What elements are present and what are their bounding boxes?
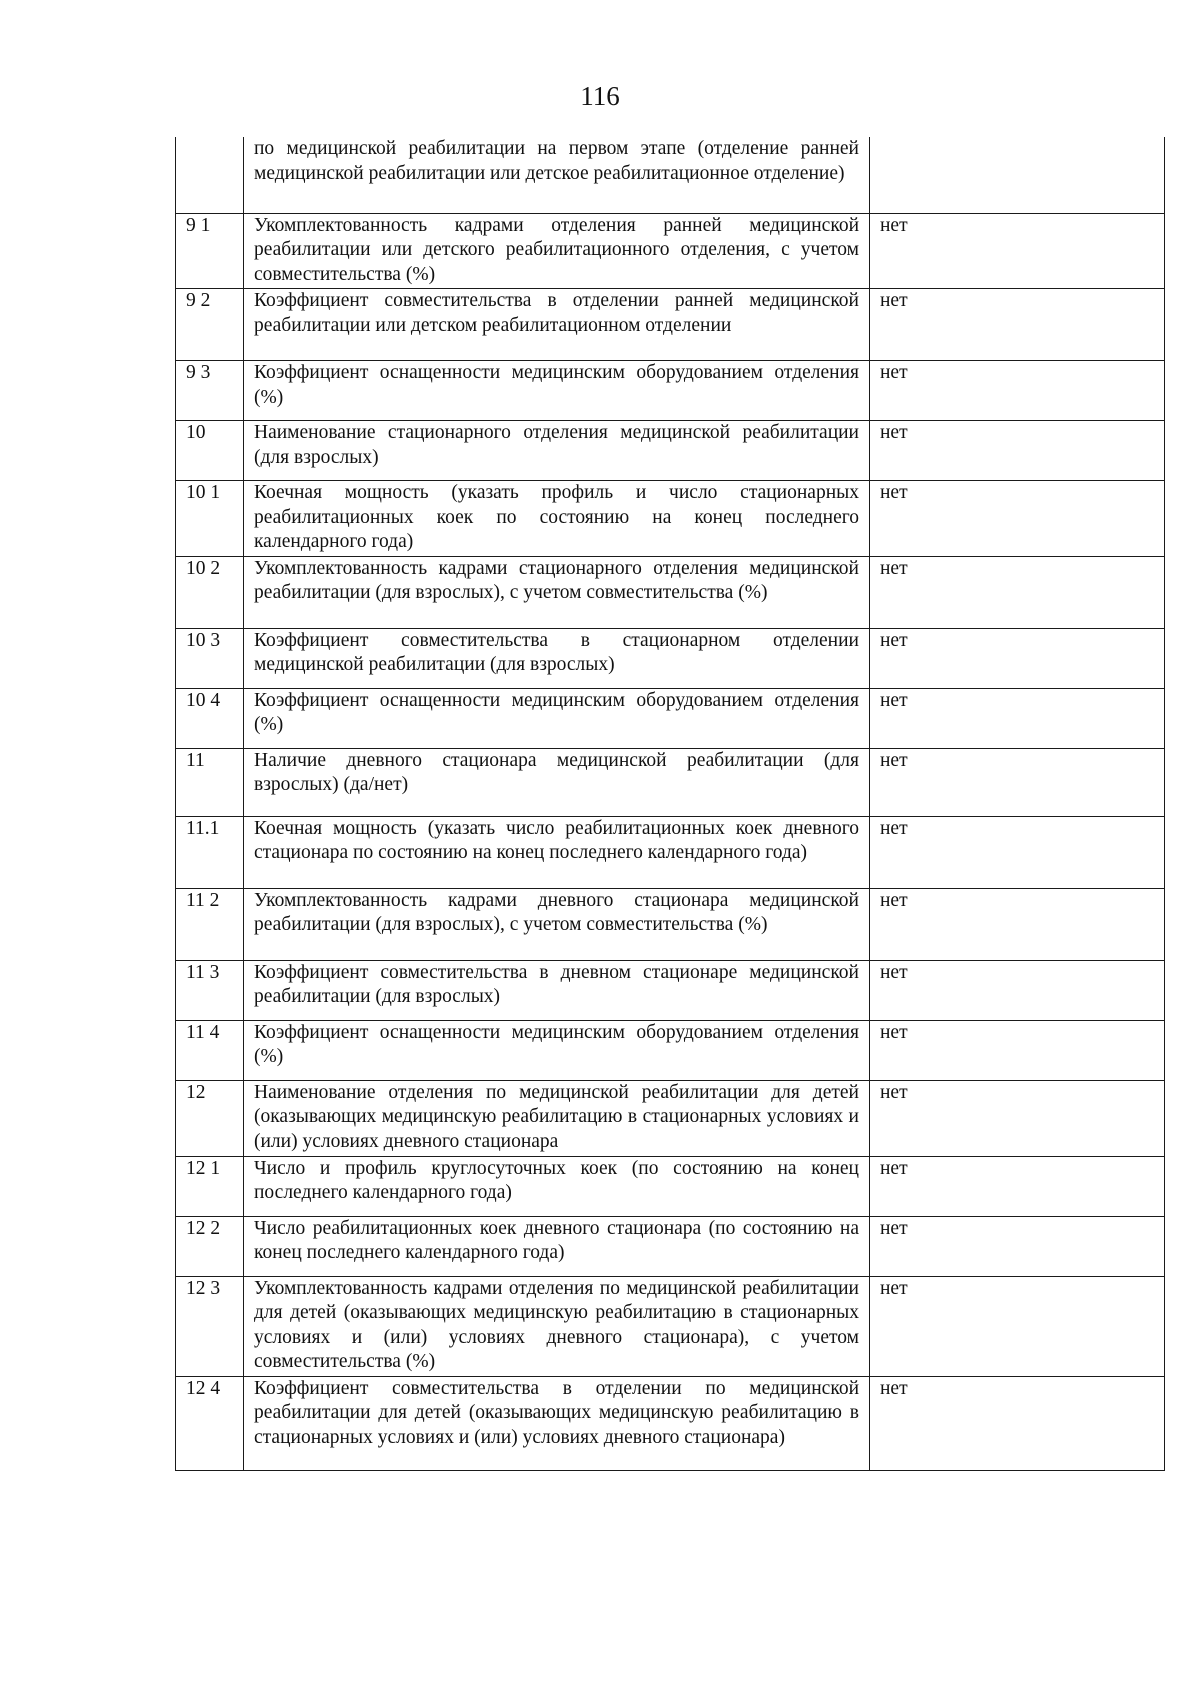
indicator-value: нет (870, 289, 1165, 361)
indicator-description: Коечная мощность (указать профиль и число стационарных реабилитационных коек по состоянию на конец последнего календарного года) (244, 481, 870, 557)
row-number: 12 2 (176, 1216, 244, 1276)
row-number: 12 3 (176, 1276, 244, 1376)
indicator-description: Число и профиль круглосуточных коек (по состоянию на конец последнего календарного года) (244, 1156, 870, 1216)
indicator-table-body (176, 137, 1165, 1470)
table-row (176, 748, 1165, 816)
indicator-value: нет (870, 1020, 1165, 1080)
table-row (176, 556, 1165, 628)
row-number: 10 4 (176, 688, 244, 748)
table-row (176, 816, 1165, 888)
indicator-description: по медицинской реабилитации на первом этапе (отделение ранней медицинской реабилитации или детское реабилитационное отделение) (244, 137, 870, 213)
row-number: 11.1 (176, 816, 244, 888)
indicator-description: Укомплектованность кадрами стационарного отделения медицинской реабилитации (для взрослых), с учетом совместительства (%) (244, 556, 870, 628)
table-row (176, 628, 1165, 688)
table-row (176, 1376, 1165, 1470)
table-row (176, 137, 1165, 213)
row-number: 11 3 (176, 960, 244, 1020)
indicator-value: нет (870, 628, 1165, 688)
indicator-value (870, 137, 1165, 213)
table-row (176, 1156, 1165, 1216)
indicator-value: нет (870, 481, 1165, 557)
table-row (176, 1020, 1165, 1080)
indicator-description: Коэффициент совместительства в стационарном отделении медицинской реабилитации (для взрослых) (244, 628, 870, 688)
indicator-description: Наименование стационарного отделения медицинской реабилитации (для взрослых) (244, 421, 870, 481)
indicator-description: Коэффициент оснащенности медицинским оборудованием отделения (%) (244, 688, 870, 748)
indicator-value: нет (870, 1156, 1165, 1216)
row-number: 11 (176, 748, 244, 816)
table-row (176, 960, 1165, 1020)
table-row (176, 421, 1165, 481)
indicator-description: Коэффициент совместительства в отделении ранней медицинской реабилитации или детском реабилитационном отделении (244, 289, 870, 361)
row-number: 11 4 (176, 1020, 244, 1080)
row-number: 9 2 (176, 289, 244, 361)
table-row (176, 1276, 1165, 1376)
indicator-description: Коэффициент совместительства в отделении по медицинской реабилитации для детей (оказывающих медицинскую реабилитацию в стационарных условиях и (или) условиях дневного стационара) (244, 1376, 870, 1470)
row-number: 10 1 (176, 481, 244, 557)
row-number: 9 1 (176, 213, 244, 289)
indicator-description: Наличие дневного стационара медицинской реабилитации (для взрослых) (да/нет) (244, 748, 870, 816)
indicator-description: Укомплектованность кадрами дневного стационара медицинской реабилитации (для взрослых), с учетом совместительства (%) (244, 888, 870, 960)
table-row (176, 1216, 1165, 1276)
indicator-value: нет (870, 888, 1165, 960)
row-number: 12 1 (176, 1156, 244, 1216)
indicator-table (175, 137, 1165, 1471)
indicator-value: нет (870, 1276, 1165, 1376)
indicator-value: нет (870, 361, 1165, 421)
row-number: 10 3 (176, 628, 244, 688)
indicator-value: нет (870, 960, 1165, 1020)
indicator-value: нет (870, 421, 1165, 481)
indicator-description: Коечная мощность (указать число реабилитационных коек дневного стационара по состоянию на конец последнего календарного года) (244, 816, 870, 888)
indicator-value: нет (870, 1376, 1165, 1470)
table-row (176, 481, 1165, 557)
indicator-description: Коэффициент совместительства в дневном стационаре медицинской реабилитации (для взрослых) (244, 960, 870, 1020)
indicator-value: нет (870, 748, 1165, 816)
indicator-value: нет (870, 1080, 1165, 1156)
indicator-value: нет (870, 816, 1165, 888)
table-row (176, 688, 1165, 748)
indicator-description: Укомплектованность кадрами отделения по медицинской реабилитации для детей (оказывающих медицинскую реабилитацию в стационарных условиях и (или) условиях дневного стационара), с учетом совместительства (%) (244, 1276, 870, 1376)
table-row (176, 361, 1165, 421)
indicator-description: Коэффициент оснащенности медицинским оборудованием отделения (%) (244, 1020, 870, 1080)
indicator-value: нет (870, 1216, 1165, 1276)
row-number: 12 (176, 1080, 244, 1156)
indicator-description: Коэффициент оснащенности медицинским оборудованием отделения (%) (244, 361, 870, 421)
row-number: 10 (176, 421, 244, 481)
row-number (176, 137, 244, 213)
table-row (176, 1080, 1165, 1156)
indicator-value: нет (870, 213, 1165, 289)
indicator-value: нет (870, 688, 1165, 748)
table-row (176, 213, 1165, 289)
row-number: 9 3 (176, 361, 244, 421)
indicator-description: Укомплектованность кадрами отделения ранней медицинской реабилитации или детского реабилитационного отделения, с учетом совместительства (%) (244, 213, 870, 289)
row-number: 10 2 (176, 556, 244, 628)
indicator-value: нет (870, 556, 1165, 628)
table-row (176, 289, 1165, 361)
row-number: 12 4 (176, 1376, 244, 1470)
row-number: 11 2 (176, 888, 244, 960)
table-row (176, 888, 1165, 960)
page-number: 116 (580, 81, 620, 111)
indicator-description: Наименование отделения по медицинской реабилитации для детей (оказывающих медицинскую реабилитацию в стационарных условиях и (или) условиях дневного стационара (244, 1080, 870, 1156)
indicator-description: Число реабилитационных коек дневного стационара (по состоянию на конец последнего календарного года) (244, 1216, 870, 1276)
